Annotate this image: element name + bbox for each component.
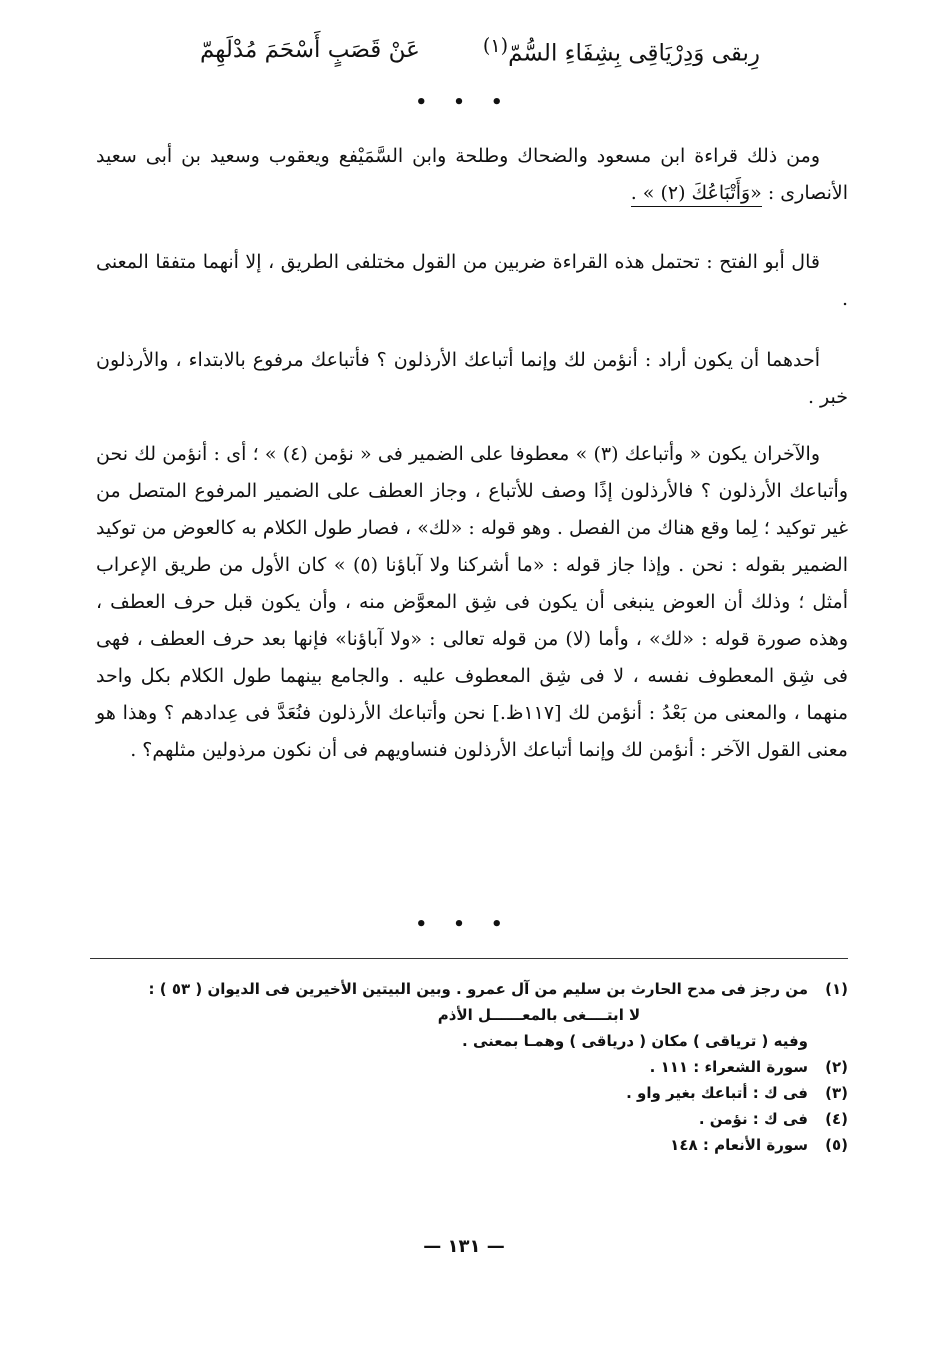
section-separator-bottom: • • • bbox=[415, 914, 513, 935]
footnote-item bbox=[90, 1132, 848, 1158]
footnote-number: (٥) bbox=[825, 1136, 848, 1154]
paragraph-second-view bbox=[96, 436, 848, 769]
footnote-number: (٣) bbox=[825, 1084, 848, 1102]
footnote-number: (٢) bbox=[825, 1058, 848, 1076]
verse-hemistich-left: عَنْ قَصَبٍ أَسْحَمَ مُدْلَهِمّ bbox=[200, 37, 420, 63]
paragraph-abu-alfath bbox=[96, 244, 848, 318]
footnotes bbox=[90, 976, 848, 1158]
footnote-item bbox=[90, 1106, 848, 1132]
footnote-ref: (١) bbox=[482, 33, 509, 57]
footnote-extra: وفيه ( ترياقى ) مكان ( درياقى ) وهمـا بمعنى . bbox=[462, 1032, 808, 1050]
paragraph-readings bbox=[96, 138, 848, 212]
footnote-text: سورة الأنعام : ١٤٨ bbox=[670, 1136, 808, 1154]
footnote-item bbox=[90, 1080, 848, 1106]
page-number: — ١٣١ — bbox=[423, 1236, 505, 1257]
footnote-verse: لا ابتــــغى بالمعــــــل الأذم bbox=[437, 1006, 641, 1024]
footnote-number: (١) bbox=[825, 980, 848, 998]
paragraph-second-view-text: والآخران يكون « وأتباعك (٣) » معطوفا على الضمير فى « نؤمن (٤) » ؛ أى : أنؤمن لك نحن وأتباعك الأرذلون ؟ فالأرذلون إذًا وصف للأتباع ، وجاز العطف على الضمير المرفوع المتصل من غير توكيد ؛ لِما وقع هناك من الفصل . وهو قوله : «لك» ، فصار طول الكلام به كالعوض من توكيد الضمير بقوله : نحن . وإذا جاز قوله : «ما أشركنا ولا آباؤنا (٥) » كان الأول من طريق الإعراب أمثل ؛ وذلك أن العوض ينبغى أن يكون فى شِق المعوَّض منه ، وأن يكون قبل حرف العطف ، وهذه صورة قوله : «لك» ، وأما (لا) من قوله تعالى : «ولا آباؤنا» فإنها بعد حرف العطف ، فهى فى شِق المعطوف نفسه ، لا فى شِق المعطوف عليه . والجامع بينهما طول الكلام بكل واحد منهما ، والمعنى من بَعْدُ : أنؤمن لك [١١٧ظ.] نحن وأتباعك الأرذلون فنُعَدَّ فى عِدادهم ؟ وهذا هو معنى القول الآخر : أنؤمن لك وإنما أتباعك الأرذلون فنساويهم فى أن نكون مرذولين مثلهم؟ . bbox=[96, 443, 849, 761]
footnote-divider bbox=[90, 958, 848, 959]
footnote-item bbox=[90, 1054, 848, 1080]
footnote-text: من رجز فى مدح الحارث بن سليم من آل عمرو . وبين البيتين الأخيرين فى الديوان ( ٥٣ ) : bbox=[148, 980, 808, 998]
paragraph-readings-text: ومن ذلك قراءة ابن مسعود والضحاك وطلحة وابن السَّمَيْفع ويعقوب وسعيد بن أبى سعيد الأنصارى : bbox=[96, 145, 848, 204]
quranic-reading: «وَأَتْبَاعُكَ (٢) » . bbox=[631, 182, 762, 207]
footnote-text: فى ك : أتباعك بغير واو . bbox=[626, 1084, 808, 1102]
footnote-item bbox=[90, 976, 848, 1002]
paragraph-abu-alfath-text: قال أبو الفتح : تحتمل هذه القراءة ضربين من القول مختلفى الطريق ، إلا أنهما متفقا المعنى . bbox=[96, 251, 848, 310]
footnote-text: فى ك : نؤمن . bbox=[698, 1110, 808, 1128]
section-separator-top: • • • bbox=[415, 92, 513, 113]
paragraph-first-view-text: أحدهما أن يكون أراد : أنؤمن لك وإنما أتباعك الأرذلون ؟ فأتباعك مرفوع بالابتداء ، والأرذلون خبر . bbox=[96, 349, 848, 408]
footnote-number: (٤) bbox=[825, 1110, 848, 1128]
footnote-text: سورة الشعراء : ١١١ . bbox=[649, 1058, 808, 1076]
poem-verse bbox=[200, 28, 760, 72]
paragraph-first-view bbox=[96, 342, 848, 416]
verse-hemistich-right: رِبقى وَدِرْيَاقِى بِشِفَاءِ السُّمّ$^{(١)}$ bbox=[482, 33, 760, 67]
